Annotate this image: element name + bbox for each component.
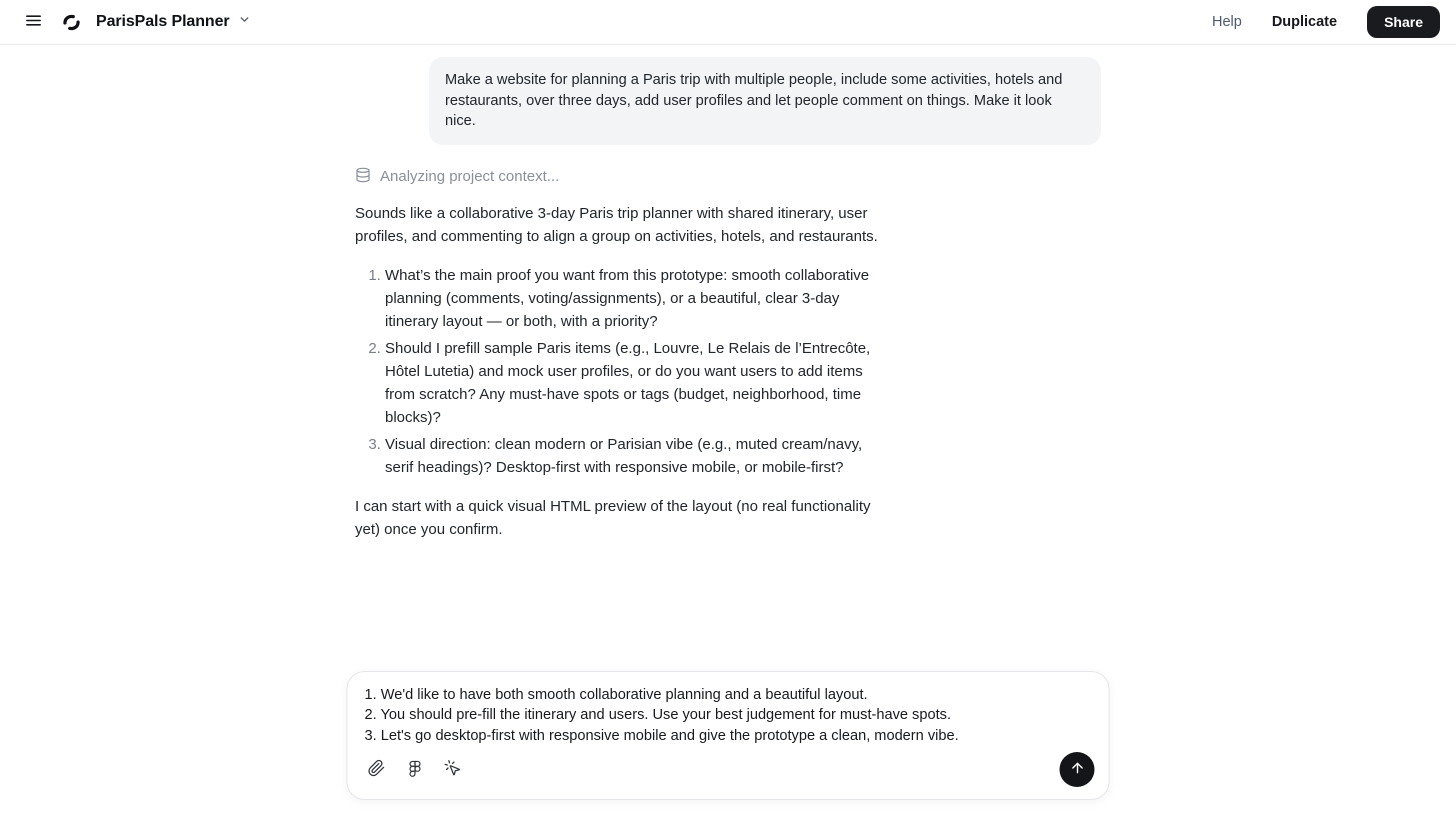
attachment-icon [368,759,386,780]
app-header [0,0,1456,45]
select-element-button[interactable] [438,755,468,785]
figma-icon [406,760,423,780]
assistant-message [355,202,881,541]
list-item: 1. What’s the main proof you want from this prototype: smooth collaborative planning (comments, voting/assignments), or a beautiful, clear 3-day itinerary layout — or both, with a priority? [385,264,881,333]
list-item: 2. Should I prefill sample Paris items (e.g., Louvre, Le Relais de l’Entrecôte, Hôtel Lutetia) and mock user profiles, or do you want users to add items from scratch? Any must-have spots or tags (budget, neighborhood, time blocks)? [385,337,881,429]
element-select-icon [444,759,462,780]
share-button[interactable]: Share [1367,6,1440,38]
send-message-button[interactable] [1060,752,1095,787]
message-composer [347,671,1110,800]
chat-main [0,45,1456,819]
user-message-bubble: Make a website for planning a Paris trip with multiple people, include some activities, hotels and restaurants, over three days, add user profiles and let people comment on things. Make it look nice. [429,57,1101,145]
status-text: Analyzing project context... [380,168,560,185]
send-arrow-icon [1069,760,1085,779]
composer-toolbar [348,746,1109,799]
help-button[interactable]: Help [1211,14,1242,30]
agent-status-row [355,167,1101,187]
header-left [20,7,251,37]
hamburger-icon [24,11,43,33]
assistant-intro: Sounds like a collaborative 3-day Paris trip planner with shared itinerary, user profiles, and commenting to align a group on activities, hotels, and restaurants. [355,204,878,245]
hamburger-menu-button[interactable] [20,7,47,37]
import-figma-button[interactable] [400,755,430,785]
chat-thread [355,45,1101,541]
database-icon [355,167,371,187]
header-actions [1212,6,1440,38]
project-title-menu[interactable] [96,13,251,31]
page-title: ParisPals Planner [96,13,230,30]
assistant-questions-list [355,264,881,479]
assistant-outro: I can start with a quick visual HTML preview of the layout (no real functionality yet) once you confirm. [355,497,871,538]
attach-file-button[interactable] [362,755,392,785]
chevron-down-icon [238,13,251,31]
duplicate-button[interactable]: Duplicate [1271,14,1338,30]
composer-input[interactable] [348,672,1109,746]
app-logo-icon [61,12,82,33]
list-item: 3. Visual direction: clean modern or Parisian vibe (e.g., muted cream/navy, serif headings)? Desktop-first with responsive mobile, or mobile-first? [385,433,881,479]
